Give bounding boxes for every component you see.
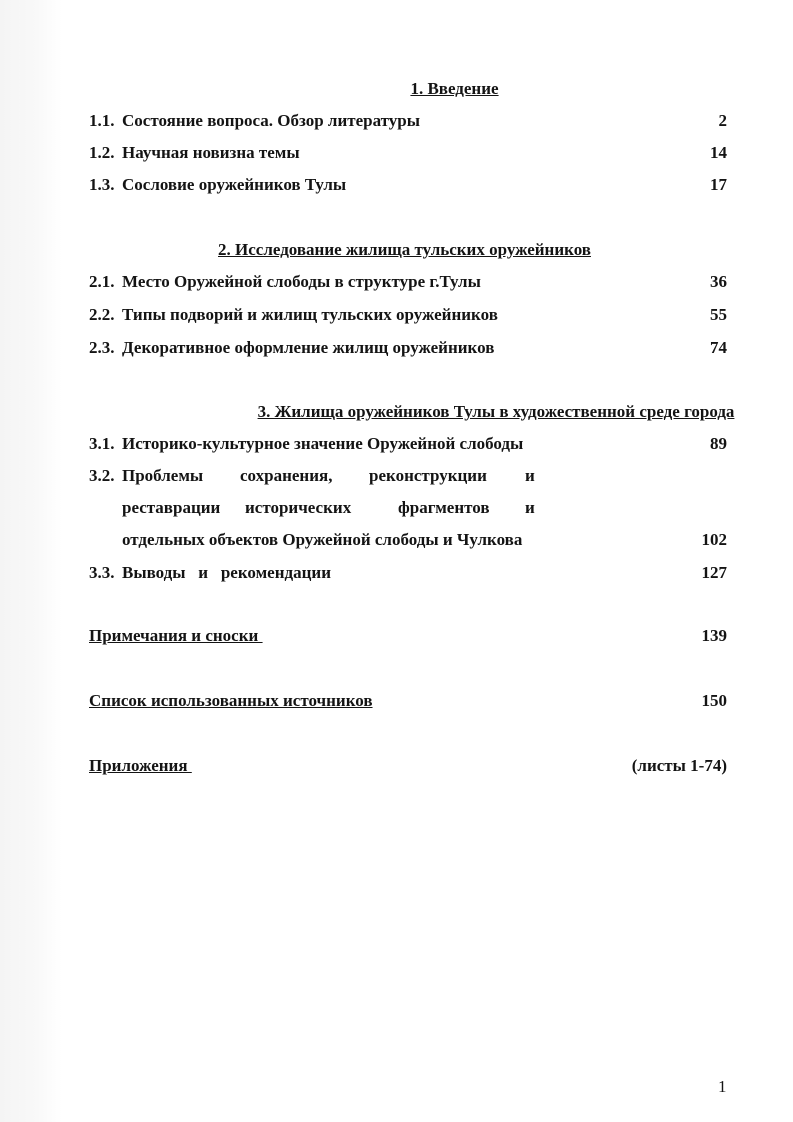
toc-entry-number: 2.3. [89, 338, 115, 357]
toc-entry-page: 150 [701, 691, 727, 710]
toc-entry-title: Место Оружейной слободы в структуре г.Тулы [122, 272, 481, 291]
toc-entry-title-word: и [525, 466, 535, 485]
toc-entry-number: 2.1. [89, 272, 115, 291]
toc-entry-title-word: и [525, 498, 535, 517]
toc-entry-title-word: сохранения, [240, 466, 333, 485]
toc-entry-title: Примечания и сноски [89, 626, 263, 645]
toc-entry-number: 3.3. [89, 563, 115, 582]
toc-entry-title: Список использованных источников [89, 691, 373, 710]
toc-entry-title: Сословие оружейников Тулы [122, 175, 347, 194]
toc-entry-title-word: реконструкции [369, 466, 487, 485]
toc-entry-number: 3.1. [89, 434, 115, 453]
scan-shadow-edge [0, 0, 62, 1122]
toc-entry-title: отдельных объектов Оружейной слободы и Чулкова [122, 530, 523, 549]
section-2-heading: 2. Исследование жилища тульских оружейников [218, 240, 591, 259]
toc-entry-title: Приложения [89, 756, 192, 775]
toc-entry-title-word: исторических [245, 498, 352, 517]
toc-entry-page: 36 [710, 272, 727, 291]
page-number: 1 [718, 1077, 727, 1096]
toc-entry-page: 2 [718, 111, 727, 130]
toc-entry-page: 74 [710, 338, 727, 357]
toc-entry-title-word: Проблемы [122, 466, 204, 485]
toc-entry-title: Историко-культурное значение Оружейной слободы [122, 434, 524, 453]
toc-entry-page: 14 [710, 143, 727, 162]
toc-entry-title: Типы подворий и жилищ тульских оружейников [122, 305, 498, 324]
toc-entry-number: 1.1. [89, 111, 115, 130]
toc-entry-title: Научная новизна темы [122, 143, 300, 162]
toc-entry-number: 1.3. [89, 175, 115, 194]
toc-entry-number: 1.2. [89, 143, 115, 162]
toc-entry-title: Выводы и рекомендации [122, 563, 332, 582]
toc-entry-page: (листы 1-74) [631, 756, 727, 775]
toc-entry-number: 2.2. [89, 305, 115, 324]
toc-entry-page: 102 [701, 530, 727, 549]
toc-entry-page: 17 [710, 175, 727, 194]
toc-entry-title: Состояние вопроса. Обзор литературы [122, 111, 421, 130]
toc-entry-page: 89 [710, 434, 727, 453]
toc-entry-page: 127 [701, 563, 727, 582]
toc-entry-page: 55 [710, 305, 727, 324]
toc-entry-title: Декоративное оформление жилищ оружейников [122, 338, 495, 357]
toc-entry-title-word: фрагментов [398, 498, 490, 517]
section-3-heading: 3. Жилища оружейников Тулы в художественной среде города [257, 402, 735, 421]
section-1-heading: 1. Введение [410, 79, 499, 98]
toc-entry-page: 139 [701, 626, 727, 645]
toc-entry-title-word: реставрации [122, 498, 221, 517]
toc-entry-number: 3.2. [89, 466, 115, 485]
